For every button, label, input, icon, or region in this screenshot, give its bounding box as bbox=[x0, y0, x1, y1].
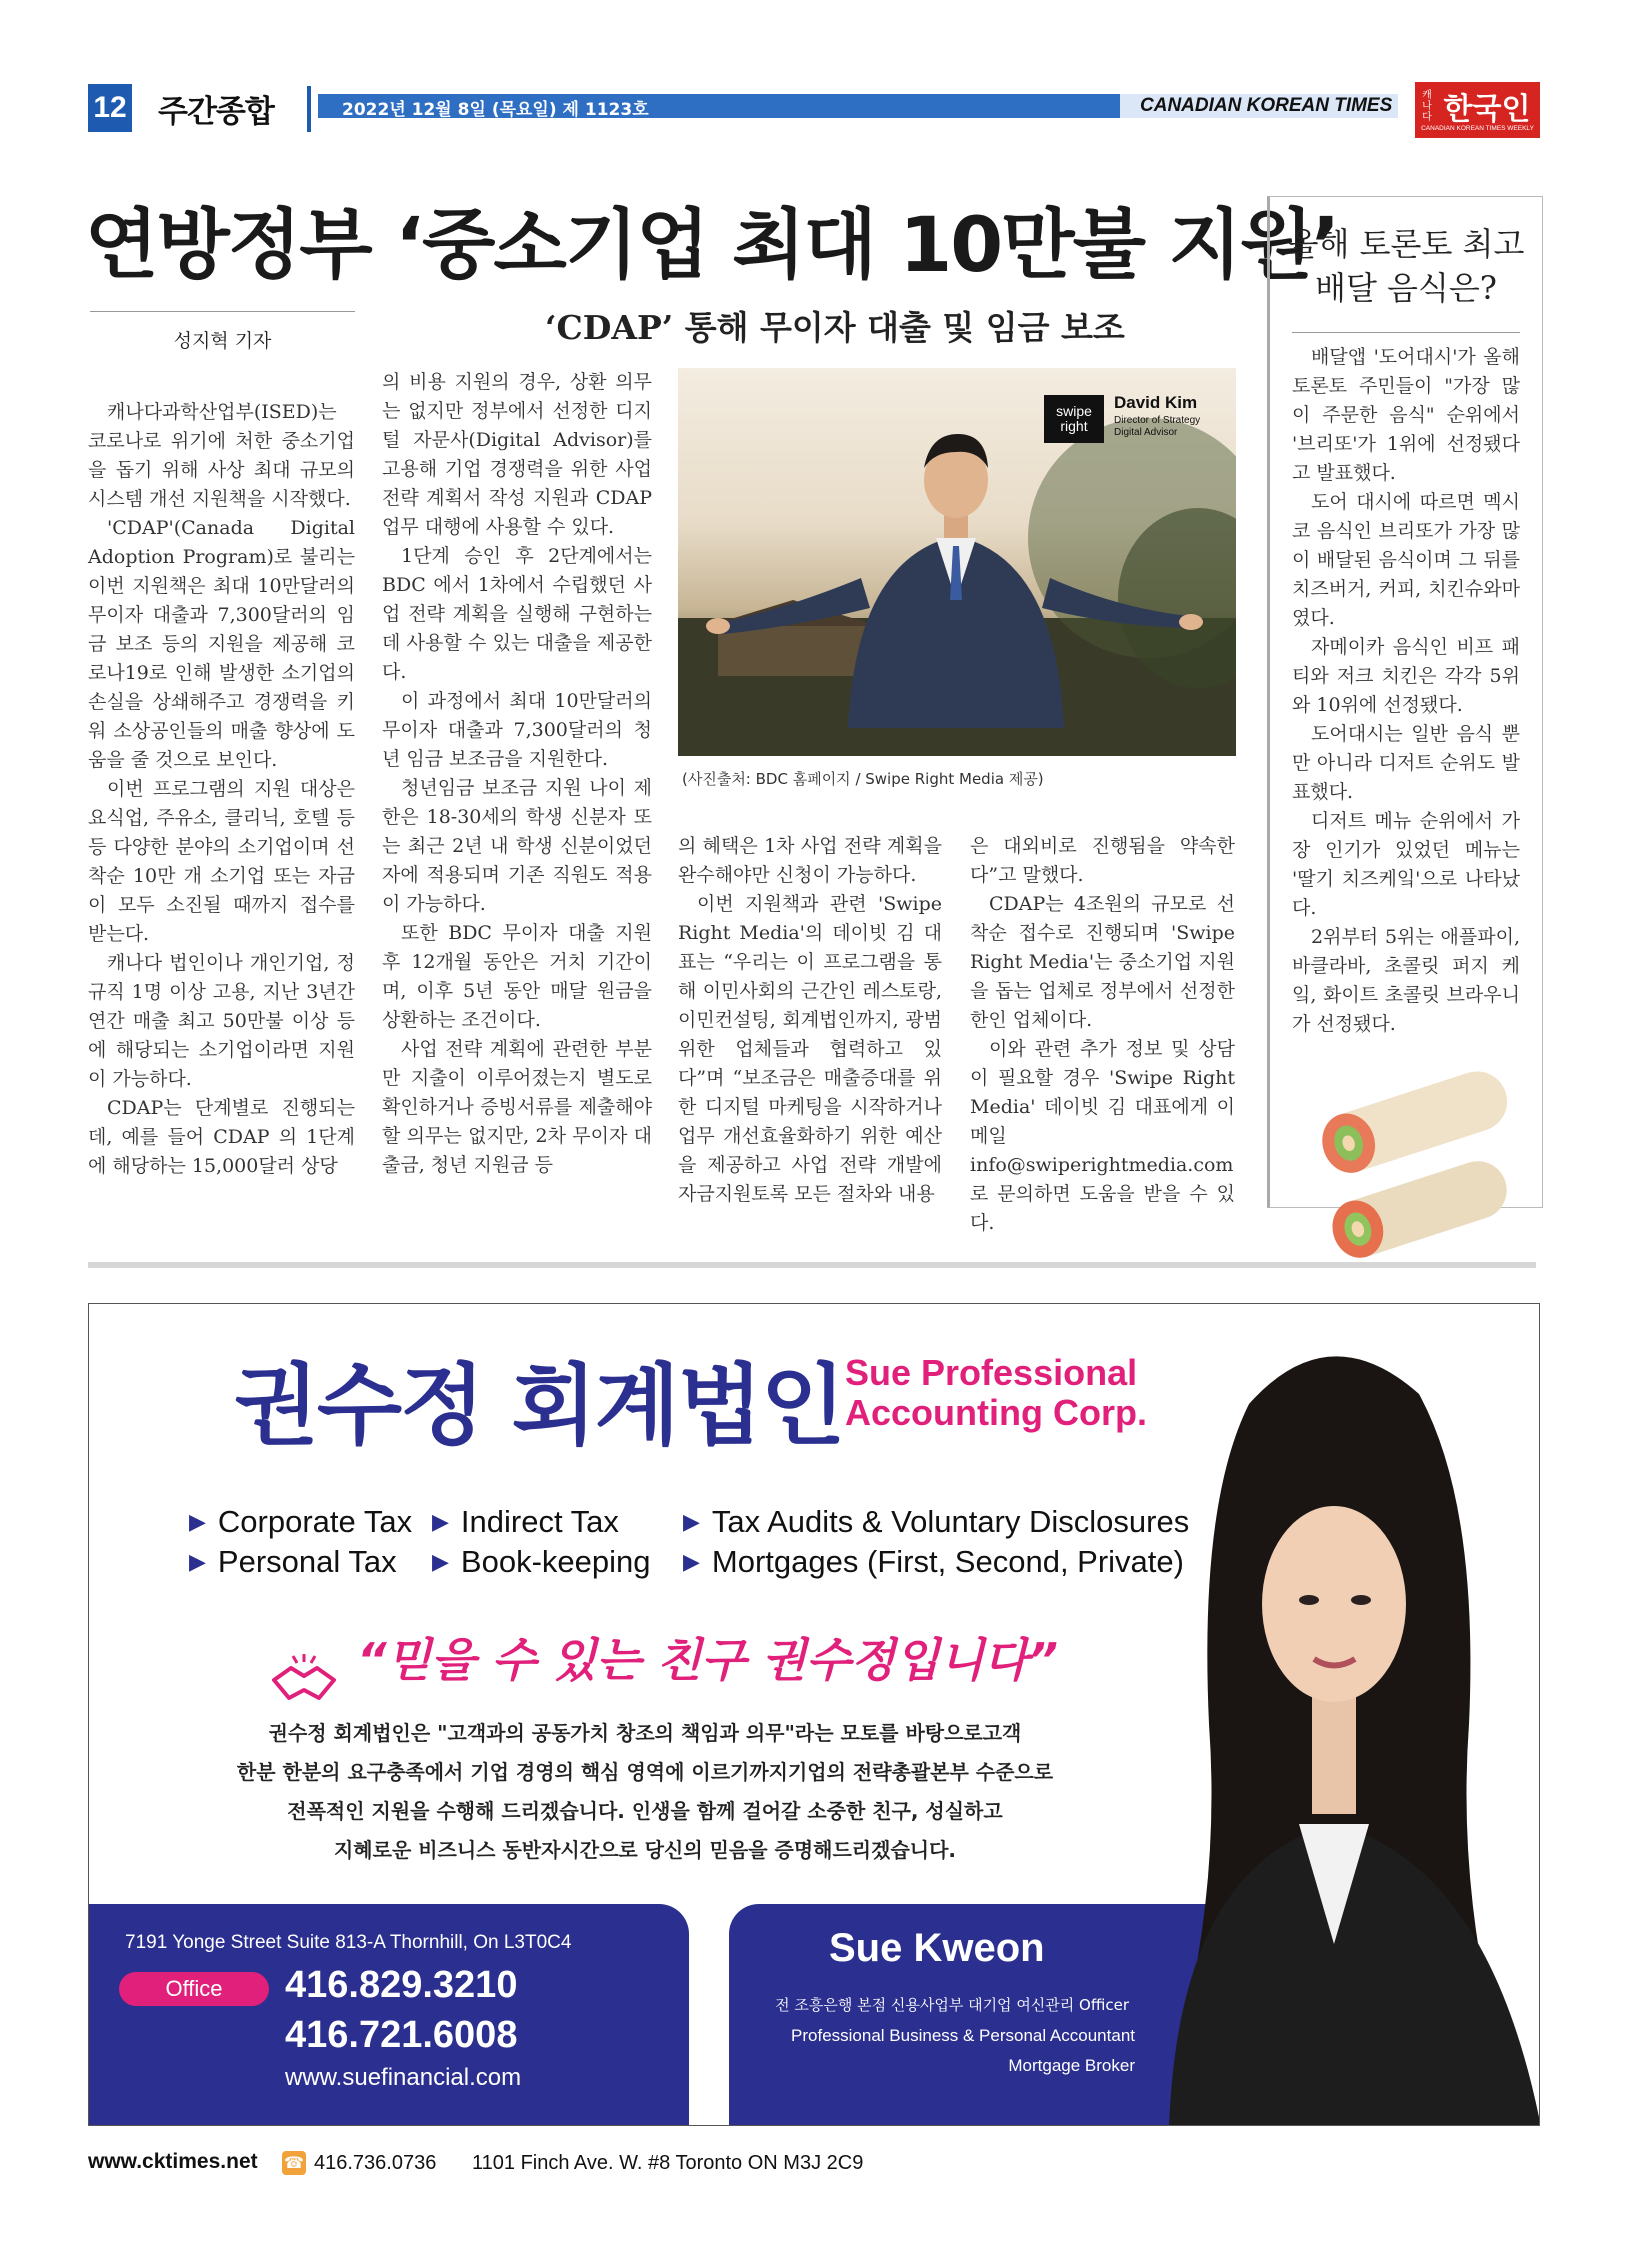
header-divider bbox=[307, 86, 311, 132]
service-label: Personal Tax bbox=[217, 1544, 397, 1579]
footer-address: 1101 Finch Ave. W. #8 Toronto ON M3J 2C9 bbox=[472, 2152, 864, 2174]
article-column-2 bbox=[382, 368, 652, 1180]
service-item bbox=[683, 1544, 1184, 1580]
desc-line: 권수정 회계법인은 "고객과의 공동가치 창조의 책임과 의무"라는 모토를 바탕으로고객 bbox=[268, 1721, 1022, 1745]
service-label: Indirect Tax bbox=[460, 1504, 619, 1539]
ad-description bbox=[235, 1714, 1055, 1870]
advertisement bbox=[88, 1303, 1540, 2126]
phone-number[interactable]: 416.829.3210 bbox=[285, 1964, 518, 2006]
issue-date: 2022년 12월 8일 (목요일) 제 1123호 bbox=[342, 100, 649, 120]
phone-number[interactable]: 416.721.6008 bbox=[285, 2014, 518, 2056]
triangle-bullet-icon: ▶ bbox=[683, 1509, 700, 1534]
service-label: Mortgages (First, Second, Private) bbox=[711, 1544, 1184, 1579]
triangle-bullet-icon: ▶ bbox=[189, 1509, 206, 1534]
article-subhead: ‘CDAP’ 통해 무이자 대출 및 임금 보조 bbox=[545, 308, 1125, 347]
ad-slogan: “믿을 수 있는 친구 권수정입니다” bbox=[357, 1633, 1058, 1687]
sidebar-rule bbox=[1292, 332, 1520, 333]
logo-line: swipe bbox=[1056, 403, 1092, 419]
paragraph: 이번 지원책과 관련 'Swipe Right Media'의 데이빗 김 대표는 “우리는 이 프로그램을 통해 이민사회의 근간인 레스토랑, 이민컨설팅, 회계법인까지, 광범위한 업체들과 협력하고 있다”며 “보조금은 매출증대를 위한 디지털 마케팅을 시작하거나 업무 개선효율화하기 위한 예산을 제공하고 사업 전략 개발에 자금지원토록 모든 절차와 내용 bbox=[678, 893, 942, 1205]
paragraph: 이와 관련 추가 정보 및 상담이 필요할 경우 'Swipe Right Media' 데이빗 김 대표에게 이메일 info@swiperightmedia.com로 문의하면 도움을 받을 수 있다. bbox=[970, 1038, 1235, 1234]
paragraph: 디저트 메뉴 순위에서 가장 인기가 있었던 메뉴는 '딸기 치즈케잌'으로 나타났다. bbox=[1292, 810, 1520, 919]
article-byline: 성지혁 기자 bbox=[173, 330, 272, 352]
sidebar-title-line: 올해 토론토 최고 bbox=[1287, 225, 1525, 263]
paragraph: 의 비용 지원의 경우, 상환 의무는 없지만 정부에서 선정한 디지털 자문사(Digital Advisor)를 고용해 기업 경쟁력을 위한 사업 전략 계획서 작성 지원과 CDAP 업무 대행에 사용할 수 있다. bbox=[382, 371, 652, 538]
desc-line: 한분 한분의 요구충족에서 기업 경영의 핵심 영역에 이르기까지기업의 전략총괄본부 수준으로 bbox=[236, 1760, 1054, 1784]
paragraph: 'CDAP'(Canada Digital Adoption Program)로 불리는 이번 지원책은 최대 10만달러의 무이자 대출과 7,300달러의 임금 보조 등의 지원을 제공해 코로나19로 인해 발생한 소기업의 손실을 상쇄해주고 경쟁력을 키워 소상공인들의 매출 향상에 도움을 줄 것으로 보인다. bbox=[88, 517, 355, 771]
service-item bbox=[432, 1544, 651, 1580]
paragraph: 도어 대시에 따르면 멕시코 음식인 브리또가 가장 많이 배달된 음식이며 그 뒤를 치즈버거, 커피, 치킨슈와마였다. bbox=[1292, 491, 1520, 629]
footer-website[interactable]: www.cktimes.net bbox=[88, 2150, 258, 2173]
article-column-4 bbox=[970, 832, 1235, 1238]
ad-title: 권수정 회계법인 bbox=[234, 1354, 844, 1457]
swipe-right-logo bbox=[1044, 395, 1104, 443]
paragraph: 청년임금 보조금 지원 나이 제한은 18-30세의 학생 신분자 또는 최근 2년 내 학생 신분이었던 자에 적용되며 기존 직원도 적용이 가능하다. bbox=[382, 777, 652, 915]
office-address: 7191 Yonge Street Suite 813-A Thornhill, On L3T0C4 bbox=[125, 1932, 572, 1953]
photo-caption: (사진출처: BDC 홈페이지 / Swipe Right Media 제공) bbox=[682, 770, 1044, 788]
paragraph: 1단계 승인 후 2단계에서는 BDC 에서 1차에서 수립했던 사업 전략 계획을 실행해 구현하는 데 사용할 수 있는 대출을 제공한다. bbox=[382, 545, 652, 683]
paragraph: 캐나다과학산업부(ISED)는 코로나로 위기에 처한 중소기업을 돕기 위해 사상 최대 규모의 시스템 개선 지원책을 시작했다. bbox=[88, 401, 355, 510]
paragraph: CDAP는 4조원의 규모로 선착순 접수로 진행되며 'Swipe Right Media'는 중소기업 지원을 돕는 업체로 정부에서 선정한 한인 업체이다. bbox=[970, 893, 1235, 1031]
triangle-bullet-icon: ▶ bbox=[683, 1549, 700, 1574]
accountant-name: Sue Kweon bbox=[829, 1926, 1045, 1970]
paragraph: CDAP는 단계별로 진행되는데, 예를 들어 CDAP 의 1단계에 해당하는 15,000달러 상당 bbox=[88, 1097, 355, 1177]
accountant-title: Mortgage Broker bbox=[1008, 2056, 1135, 2075]
service-label: Tax Audits & Voluntary Disclosures bbox=[711, 1504, 1190, 1539]
photo-person-name: David Kim bbox=[1114, 393, 1198, 412]
article-column-3 bbox=[678, 832, 942, 1209]
website-link[interactable]: www.suefinancial.com bbox=[285, 2064, 522, 2091]
service-label: Book-keeping bbox=[460, 1544, 651, 1579]
logo-name: 한국인 bbox=[1443, 92, 1531, 127]
paragraph: 2위부터 5위는 애플파이, 바클라바, 초콜릿 퍼지 케잌, 화이트 초콜릿 브라우니가 선정됐다. bbox=[1292, 926, 1520, 1035]
paper-name: CANADIAN KOREAN TIMES bbox=[1140, 95, 1393, 116]
footer-phone: 416.736.0736 bbox=[314, 2152, 437, 2174]
desc-line: 전폭적인 지원을 수행해 드리겠습니다. 인생을 함께 걸어갈 소중한 친구, 성실하고 bbox=[287, 1799, 1003, 1823]
ad-title-en: Accounting Corp. bbox=[845, 1392, 1147, 1433]
paragraph: 캐나다 법인이나 개인기업, 정규직 1명 이상 고용, 지난 3년간 연간 매출 최고 50만불 이상 등에 해당되는 소기업이라면 지원이 가능하다. bbox=[88, 952, 355, 1090]
section-separator bbox=[88, 1262, 1536, 1268]
service-label: Corporate Tax bbox=[217, 1504, 413, 1539]
paragraph: 사업 전략 계획에 관련한 부분만 지출이 이루어졌는지 별도로 확인하거나 증빙서류를 제출해야 할 의무는 없지만, 2차 무이자 대출금, 청년 지원금 등 bbox=[382, 1038, 652, 1176]
handshake-icon bbox=[269, 1650, 339, 1710]
triangle-bullet-icon: ▶ bbox=[189, 1549, 206, 1574]
phone-icon: ☎ bbox=[282, 2151, 306, 2175]
office-badge: Office bbox=[119, 1972, 269, 2006]
ad-title-en: Sue Professional bbox=[845, 1352, 1138, 1393]
logo-line: right bbox=[1060, 418, 1088, 434]
photo-person-title bbox=[1114, 415, 1234, 439]
sidebar-body bbox=[1292, 343, 1520, 1039]
page-number: 12 bbox=[88, 84, 132, 132]
accountant-title: Professional Business & Personal Accountant bbox=[791, 2026, 1135, 2045]
triangle-bullet-icon: ▶ bbox=[432, 1549, 449, 1574]
accountant-portrait bbox=[1129, 1304, 1540, 2126]
paragraph: 또한 BDC 무이자 대출 지원 후 12개월 동안은 거치 기간이며, 이후 5년 동안 매달 원금을 상환하는 조건이다. bbox=[382, 922, 652, 1031]
desc-line: 지혜로운 비즈니스 동반자시간으로 당신의 믿음을 증명해드리겠습니다. bbox=[333, 1838, 956, 1862]
paragraph: 배달앱 '도어대시'가 올해 토론토 주민들이 "가장 많이 주문한 음식" 순위에서 '브리또'가 1위에 선정됐다고 발표했다. bbox=[1292, 346, 1520, 484]
title-line: Director of Strategy bbox=[1114, 415, 1201, 426]
paragraph: 의 혜택은 1차 사업 전략 계획을 완수해야만 신청이 가능하다. bbox=[678, 835, 942, 886]
section-title: 주간종합 bbox=[158, 94, 274, 130]
paragraph: 이 과정에서 최대 10만달러의 무이자 대출과 7,300달러의 청년 임금 보조금을 지원한다. bbox=[382, 690, 652, 770]
newspaper-logo bbox=[1415, 82, 1540, 138]
service-item bbox=[189, 1504, 412, 1540]
service-item bbox=[683, 1504, 1189, 1540]
triangle-bullet-icon: ▶ bbox=[432, 1509, 449, 1534]
service-item bbox=[432, 1504, 619, 1540]
service-item bbox=[189, 1544, 397, 1580]
paragraph: 도어대시는 일반 음식 뿐만 아니라 디저트 순위도 발표했다. bbox=[1292, 723, 1520, 803]
accountant-title: 전 조흥은행 본점 신용사업부 대기업 여신관리 Officer bbox=[775, 1996, 1129, 2014]
logo-subtitle: CANADIAN KOREAN TIMES WEEKLY bbox=[1421, 125, 1534, 132]
paragraph: 자메이카 음식인 비프 패티와 저크 치킨은 각각 5위와 10위에 선정됐다. bbox=[1292, 636, 1520, 716]
article-headline: 연방정부 ‘중소기업 최대 10만불 지원’ bbox=[85, 200, 1339, 289]
paragraph: 은 대외비로 진행됨을 약속한다”고 말했다. bbox=[970, 835, 1235, 886]
byline-rule bbox=[90, 311, 355, 312]
sidebar-title-line: 배달 음식은? bbox=[1315, 269, 1497, 307]
article-column-1 bbox=[88, 398, 355, 1181]
paragraph: 이번 프로그램의 지원 대상은 요식업, 주유소, 클리닉, 호텔 등등 다양한 분야의 소기업이며 선착순 10만 개 소기업 또는 자금이 모두 소진될 때까지 접수를 받는다. bbox=[88, 778, 355, 945]
logo-mark: 캐나다 bbox=[1422, 90, 1432, 123]
sidebar-title bbox=[1272, 222, 1540, 310]
title-line: Digital Advisor bbox=[1114, 427, 1178, 438]
burrito-image bbox=[1300, 1060, 1540, 1260]
